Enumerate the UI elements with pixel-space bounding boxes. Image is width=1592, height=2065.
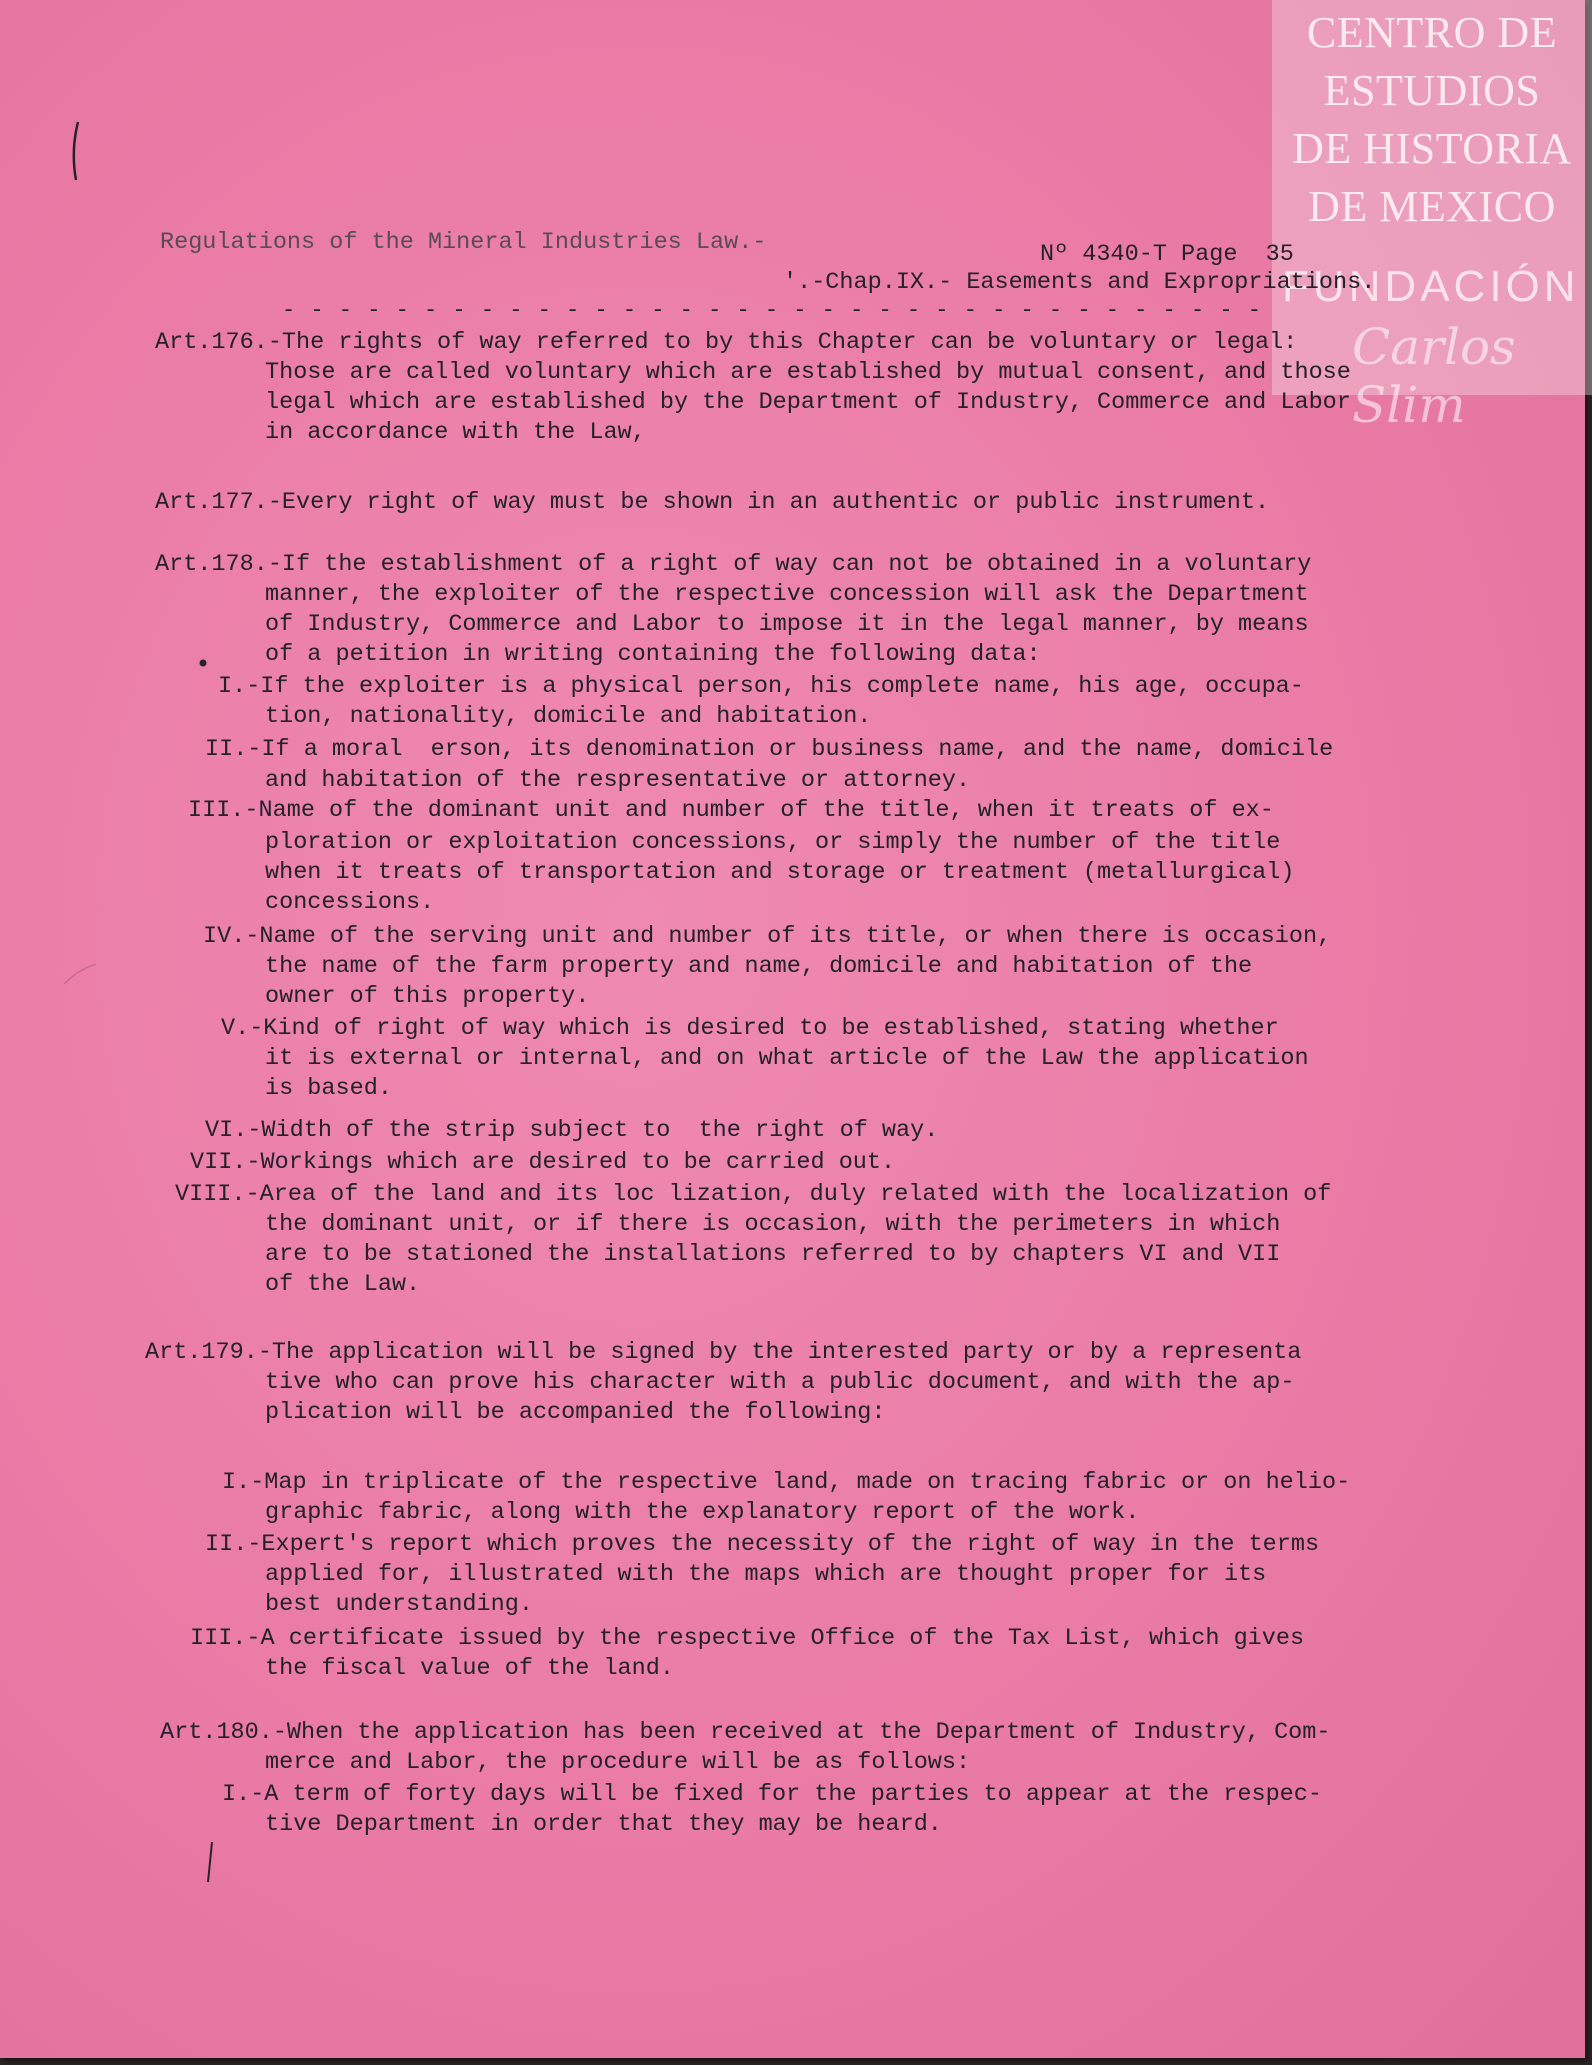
text-line: of the Law.	[265, 1271, 421, 1298]
text-line: of a petition in writing containing the following data:	[265, 641, 1041, 668]
chapter-heading: '.-Chap.IX.- Easements and Expropriations.	[783, 269, 1376, 296]
text-line: VIII.-Area of the land and its loc lization, duly related with the localization of	[175, 1181, 1332, 1208]
text-line: plication will be accompanied the following:	[265, 1399, 886, 1426]
faint-mark	[60, 960, 100, 990]
text-line: III.-A certificate issued by the respective Office of the Tax List, which gives	[190, 1625, 1305, 1652]
watermark-line-2: ESTUDIOS	[1323, 66, 1541, 115]
text-line: manner, the exploiter of the respective concession will ask the Department	[265, 581, 1309, 608]
text-line: when it treats of transportation and storage or treatment (metallurgical)	[265, 859, 1295, 886]
text-line: Art.178.-If the establishment of a right of way can not be obtained in a voluntary	[155, 551, 1312, 578]
text-line: it is external or internal, and on what article of the Law the application	[265, 1045, 1309, 1072]
text-line: owner of this property.	[265, 983, 590, 1010]
text-line: tive who can prove his character with a public document, and with the ap-	[265, 1369, 1295, 1396]
document-number: Nº 4340-T Page 35	[1040, 241, 1294, 268]
text-line: are to be stationed the installations referred to by chapters VI and VII	[265, 1241, 1281, 1268]
watermark-line-4: DE MEXICO	[1308, 182, 1556, 231]
text-line: I.-Map in triplicate of the respective land, made on tracing fabric or on helio-	[222, 1469, 1351, 1496]
text-line: and habitation of the respresentative or attorney.	[265, 767, 971, 794]
text-line: IV.-Name of the serving unit and number of its title, or when there is occasion,	[203, 923, 1332, 950]
text-line: Those are called voluntary which are established by mutual consent, and those	[265, 359, 1351, 386]
text-line: Art.180.-When the application has been received at the Department of Industry, Com-	[160, 1719, 1331, 1746]
text-line: VI.-Width of the strip subject to the right of way.	[205, 1117, 939, 1144]
watermark-signature: Carlos Slim	[1352, 318, 1516, 434]
text-line: II.-Expert's report which proves the necessity of the right of way in the terms	[205, 1531, 1320, 1558]
watermark-line-1: CENTRO DE	[1306, 8, 1558, 57]
text-line: II.-If a moral erson, its denomination or business name, and the name, domicile	[205, 736, 1334, 763]
document-title: Regulations of the Mineral Industries Law.-	[160, 229, 767, 256]
watermark-fundacion: FUNDACIÓN	[1282, 262, 1580, 311]
text-line: concessions.	[265, 889, 435, 916]
text-line: legal which are established by the Department of Industry, Commerce and Labor	[265, 389, 1351, 416]
header-separator: - - - - - - - - - - - - - - - - - - - - - - - - - - - - - - - - - - -	[282, 298, 1262, 323]
watermark-line-3: DE HISTORIA	[1292, 124, 1572, 173]
text-line: applied for, illustrated with the maps which are thought proper for its	[265, 1561, 1267, 1588]
text-line: ploration or exploitation concessions, or simply the number of the title	[265, 829, 1281, 856]
text-line: the name of the farm property and name, domicile and habitation of the	[265, 953, 1253, 980]
text-line: graphic fabric, along with the explanatory report of the work.	[265, 1499, 1140, 1526]
text-line: tion, nationality, domicile and habitation.	[265, 703, 872, 730]
bullet-speck	[196, 656, 210, 670]
text-line: Art.176.-The rights of way referred to by this Chapter can be voluntary or legal:	[155, 329, 1298, 356]
pencil-mark	[66, 118, 86, 188]
text-line: Art.177.-Every right of way must be shown in an authentic or public instrument.	[155, 489, 1270, 516]
text-line: of Industry, Commerce and Labor to impose it in the legal manner, by means	[265, 611, 1309, 638]
text-line: is based.	[265, 1075, 392, 1102]
text-line: tive Department in order that they may be heard.	[265, 1811, 942, 1838]
text-line: VII.-Workings which are desired to be carried out.	[190, 1149, 896, 1176]
text-line: Art.179.-The application will be signed by the interested party or by a representa	[145, 1339, 1302, 1366]
text-line: I.-A term of forty days will be fixed for the parties to appear at the respec-	[222, 1781, 1322, 1808]
text-line: in accordance with the Law,	[265, 419, 646, 446]
text-line: the dominant unit, or if there is occasion, with the perimeters in which	[265, 1211, 1281, 1238]
pencil-mark	[200, 1838, 220, 1888]
archive-watermark	[1272, 0, 1592, 434]
text-line: best understanding.	[265, 1591, 533, 1618]
text-line: III.-Name of the dominant unit and number of the title, when it treats of ex-	[188, 797, 1274, 824]
text-line: I.-If the exploiter is a physical person, his complete name, his age, occupa-	[218, 673, 1304, 700]
text-line: merce and Labor, the procedure will be as follows:	[265, 1749, 971, 1776]
text-line: the fiscal value of the land.	[265, 1655, 674, 1682]
text-line: V.-Kind of right of way which is desired to be established, stating whether	[221, 1015, 1279, 1042]
